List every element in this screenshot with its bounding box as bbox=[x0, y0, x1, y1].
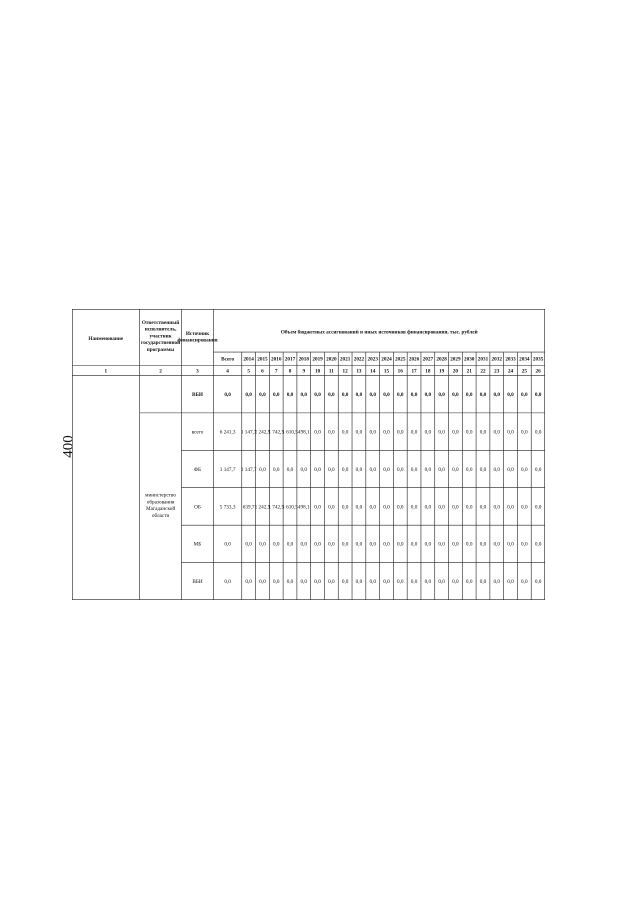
table-cell: 0,0 bbox=[465, 504, 473, 511]
table-cell: 0,0 bbox=[314, 579, 321, 586]
row-source: ВБИ bbox=[191, 392, 203, 399]
column-number: 16 bbox=[397, 368, 403, 375]
table-cell: 0,0 bbox=[521, 392, 528, 399]
table-cell: 0,0 bbox=[507, 541, 514, 548]
table-cell: 0,0 bbox=[452, 392, 459, 399]
executor-text-line: области bbox=[151, 512, 170, 519]
table-cell: 0,0 bbox=[424, 466, 432, 473]
table-cell: 0,0 bbox=[507, 392, 514, 399]
table-cell: 0,0 bbox=[397, 504, 404, 511]
name-header: Наименование bbox=[88, 335, 124, 342]
table-cell: 0,0 bbox=[465, 466, 473, 473]
table-cell: 1 242,5 bbox=[254, 429, 271, 436]
table-cell: 1 242,5 bbox=[254, 504, 271, 511]
table-cell: 0,0 bbox=[259, 392, 266, 399]
table-cell: 0,0 bbox=[410, 392, 418, 399]
table-cell: 0,0 bbox=[328, 466, 335, 473]
year-header-2021: 2021 bbox=[339, 356, 351, 363]
table-cell: 0,0 bbox=[465, 541, 473, 548]
table-cell: 0,0 bbox=[369, 504, 376, 511]
year-header-2034: 2034 bbox=[519, 356, 530, 363]
year-header-2019: 2019 bbox=[312, 356, 323, 363]
row-source: МБ bbox=[193, 541, 202, 548]
table-cell: 1 742,5 bbox=[268, 504, 285, 511]
executor-text-line: министерство bbox=[145, 492, 176, 499]
column-number: 2 bbox=[159, 368, 162, 375]
table-cell: 0,0 bbox=[521, 466, 528, 473]
table-cell: 1 147,7 bbox=[240, 429, 257, 436]
table-cell: 498,1 bbox=[297, 504, 310, 511]
volume-header: Объем бюджетных ассигнований и иных источников финансирования, тыс. рублей bbox=[280, 329, 478, 336]
table-cell: 0,0 bbox=[286, 466, 294, 473]
year-header-2025: 2025 bbox=[395, 356, 406, 363]
year-header-2026: 2026 bbox=[408, 356, 420, 363]
executor-text-line: образования bbox=[146, 499, 175, 506]
table-cell: 639,7 bbox=[242, 504, 255, 511]
column-number: 11 bbox=[328, 368, 334, 375]
year-header-2023: 2023 bbox=[367, 356, 378, 363]
table-cell: 0,0 bbox=[300, 541, 308, 548]
column-number: 10 bbox=[314, 368, 321, 375]
table-cell: 0,0 bbox=[410, 541, 418, 548]
table-cell: 0,0 bbox=[534, 466, 542, 473]
executor-header-line: программы bbox=[146, 346, 175, 353]
table-cell: 0,0 bbox=[507, 504, 514, 511]
year-header-2018: 2018 bbox=[298, 356, 310, 363]
year-header-2030: 2030 bbox=[463, 356, 475, 363]
executor-text-line: Магаданской bbox=[145, 506, 176, 513]
table-cell: 0,0 bbox=[465, 579, 473, 586]
table-cell: 0,0 bbox=[224, 579, 231, 586]
source-header-line: финансирования bbox=[177, 337, 218, 344]
column-number: 20 bbox=[452, 368, 459, 375]
table-cell: 0,0 bbox=[383, 466, 390, 473]
table-cell: 0,0 bbox=[383, 579, 390, 586]
table-cell: 0,0 bbox=[272, 392, 280, 399]
column-number: 5 bbox=[247, 368, 250, 375]
table-cell: 0,0 bbox=[314, 392, 321, 399]
table-cell: 0,0 bbox=[493, 392, 501, 399]
column-number: 9 bbox=[302, 368, 306, 375]
table-cell: 0,0 bbox=[355, 579, 363, 586]
table-cell: 0,0 bbox=[493, 504, 501, 511]
table-cell: 0,0 bbox=[424, 504, 432, 511]
executor-header-line: участник bbox=[149, 333, 172, 340]
table-cell: 0,0 bbox=[300, 392, 308, 399]
year-header-2016: 2016 bbox=[271, 356, 282, 363]
year-header-2017: 2017 bbox=[284, 356, 296, 363]
executor-header-line: государственной bbox=[140, 340, 181, 347]
table-cell: 0,0 bbox=[328, 504, 335, 511]
table-cell: 0,0 bbox=[286, 541, 294, 548]
table-cell: 0,0 bbox=[424, 541, 432, 548]
table-cell: 0,0 bbox=[224, 541, 231, 548]
column-number: 4 bbox=[226, 368, 229, 375]
table-cell: 0,0 bbox=[369, 466, 376, 473]
year-header-2033: 2033 bbox=[505, 356, 516, 363]
table-cell: 5 733,3 bbox=[219, 504, 236, 511]
table-cell: 1 147,7 bbox=[240, 466, 257, 473]
column-number: 19 bbox=[439, 368, 445, 375]
table-cell: 0,0 bbox=[410, 504, 418, 511]
table-cell: 1 610,5 bbox=[282, 504, 298, 511]
table-cell: 0,0 bbox=[493, 579, 501, 586]
column-number: 21 bbox=[466, 368, 472, 375]
table-cell: 0,0 bbox=[521, 579, 528, 586]
table-cell: 0,0 bbox=[369, 541, 376, 548]
column-number: 12 bbox=[342, 368, 348, 375]
year-header-2028: 2028 bbox=[436, 356, 447, 363]
year-header-2014: 2014 bbox=[243, 356, 254, 363]
table-cell: 0,0 bbox=[314, 504, 321, 511]
executor-header-line: Ответственный bbox=[141, 319, 180, 326]
table-cell: 0,0 bbox=[534, 579, 542, 586]
table-cell: 0,0 bbox=[397, 579, 404, 586]
table-cell: 0,0 bbox=[369, 579, 376, 586]
table-cell: 0,0 bbox=[369, 429, 376, 436]
table-cell: 0,0 bbox=[272, 541, 280, 548]
table-cell: 0,0 bbox=[259, 579, 266, 586]
column-number: 17 bbox=[411, 368, 417, 375]
table-cell: 0,0 bbox=[479, 392, 487, 399]
table-cell: 0,0 bbox=[383, 429, 390, 436]
table-cell: 1 147,7 bbox=[219, 466, 236, 473]
year-header-2020: 2020 bbox=[326, 356, 337, 363]
table-cell: 0,0 bbox=[397, 466, 404, 473]
table-cell: 0,0 bbox=[493, 466, 501, 473]
table-frame bbox=[72, 309, 544, 599]
table-cell: 0,0 bbox=[452, 429, 459, 436]
table-cell: 0,0 bbox=[383, 541, 390, 548]
table-cell: 0,0 bbox=[465, 392, 473, 399]
table-cell: 0,0 bbox=[397, 429, 404, 436]
table-cell: 498,1 bbox=[297, 429, 310, 436]
column-number: 22 bbox=[480, 368, 486, 375]
table-cell: 0,0 bbox=[397, 392, 404, 399]
table-cell: 0,0 bbox=[272, 466, 280, 473]
table-cell: 0,0 bbox=[438, 466, 445, 473]
table-cell: 0,0 bbox=[383, 504, 390, 511]
table-cell: 0,0 bbox=[328, 579, 335, 586]
table-cell: 0,0 bbox=[245, 392, 252, 399]
column-number: 8 bbox=[288, 368, 292, 375]
table-cell: 0,0 bbox=[438, 392, 445, 399]
table-cell: 0,0 bbox=[328, 429, 335, 436]
column-number: 3 bbox=[196, 368, 199, 375]
table-cell: 0,0 bbox=[300, 466, 308, 473]
financing-table-rotated bbox=[72, 70, 545, 839]
table-cell: 0,0 bbox=[534, 541, 542, 548]
table-cell: 0,0 bbox=[245, 541, 252, 548]
table-cell: 0,0 bbox=[410, 579, 418, 586]
table-cell: 0,0 bbox=[493, 541, 501, 548]
table-cell: 0,0 bbox=[479, 466, 487, 473]
table-cell: 0,0 bbox=[286, 579, 294, 586]
table-cell: 0,0 bbox=[383, 392, 390, 399]
table-cell: 0,0 bbox=[534, 504, 542, 511]
table-cell: 0,0 bbox=[507, 429, 514, 436]
column-number: 6 bbox=[261, 368, 264, 375]
table-cell: 0,0 bbox=[521, 504, 528, 511]
table-cell: 0,0 bbox=[438, 579, 445, 586]
year-header-2029: 2029 bbox=[450, 356, 461, 363]
table-cell: 0,0 bbox=[465, 429, 473, 436]
table-cell: 0,0 bbox=[493, 429, 501, 436]
year-header-2027: 2027 bbox=[422, 356, 434, 363]
table-cell: 0,0 bbox=[355, 392, 363, 399]
table-cell: 0,0 bbox=[452, 504, 459, 511]
table-cell: 0,0 bbox=[355, 466, 363, 473]
table-cell: 0,0 bbox=[479, 541, 487, 548]
page-number: 400 bbox=[60, 435, 77, 458]
column-number: 1 bbox=[104, 368, 108, 375]
column-number: 13 bbox=[356, 368, 362, 375]
year-header-2032: 2032 bbox=[491, 356, 502, 363]
table-cell: 0,0 bbox=[259, 541, 266, 548]
table-cell: 0,0 bbox=[341, 579, 349, 586]
table-cell: 0,0 bbox=[314, 541, 321, 548]
table-cell: 0,0 bbox=[507, 466, 514, 473]
year-header-2022: 2022 bbox=[353, 356, 365, 363]
table-cell: 0,0 bbox=[272, 579, 280, 586]
column-number: 23 bbox=[494, 368, 500, 375]
year-header-2015: 2015 bbox=[257, 356, 268, 363]
table-cell: 0,0 bbox=[369, 392, 376, 399]
table-cell: 0,0 bbox=[424, 579, 432, 586]
table-cell: 0,0 bbox=[452, 466, 459, 473]
table-cell: 0,0 bbox=[328, 541, 335, 548]
executor-header-line: исполнитель, bbox=[144, 326, 177, 333]
table-cell: 0,0 bbox=[534, 429, 542, 436]
table-cell: 1 742,5 bbox=[268, 429, 285, 436]
table-cell: 0,0 bbox=[521, 429, 528, 436]
table-cell: 0,0 bbox=[245, 579, 252, 586]
table-cell: 0,0 bbox=[479, 429, 487, 436]
table-cell: 0,0 bbox=[341, 429, 349, 436]
year-header-2035: 2035 bbox=[532, 356, 544, 363]
table-cell: 0,0 bbox=[507, 579, 514, 586]
row-source: ВБИ bbox=[192, 579, 203, 586]
table-cell: 0,0 bbox=[341, 504, 349, 511]
table-cell: 0,0 bbox=[452, 541, 459, 548]
table-cell: 0,0 bbox=[438, 429, 445, 436]
table-cell: 0,0 bbox=[341, 392, 349, 399]
row-source: ОБ bbox=[194, 504, 201, 511]
table-cell: 0,0 bbox=[286, 392, 294, 399]
column-number: 24 bbox=[507, 368, 514, 375]
table-cell: 0,0 bbox=[410, 429, 418, 436]
table-cell: 6 241,3 bbox=[219, 429, 236, 436]
table-cell: 0,0 bbox=[314, 466, 321, 473]
table-cell: 0,0 bbox=[452, 579, 459, 586]
row-source: всего bbox=[191, 429, 204, 436]
row-source: ФБ bbox=[193, 466, 202, 473]
column-number: 26 bbox=[535, 368, 541, 375]
table-cell: 0,0 bbox=[355, 541, 363, 548]
table-cell: 0,0 bbox=[424, 392, 432, 399]
table-cell: 0,0 bbox=[534, 392, 542, 399]
table-cell: 0,0 bbox=[355, 504, 363, 511]
column-number: 14 bbox=[370, 368, 376, 375]
year-header-2024: 2024 bbox=[381, 356, 392, 363]
source-header-line: Источник bbox=[185, 330, 210, 337]
table-cell: 0,0 bbox=[314, 429, 321, 436]
financing-table bbox=[72, 70, 545, 839]
table-cell: 0,0 bbox=[479, 504, 487, 511]
column-number: 7 bbox=[274, 368, 278, 375]
table-cell: 0,0 bbox=[224, 392, 231, 399]
table-cell: 1 610,5 bbox=[282, 429, 298, 436]
table-cell: 0,0 bbox=[355, 429, 363, 436]
table-cell: 0,0 bbox=[410, 466, 418, 473]
column-number: 25 bbox=[521, 368, 527, 375]
table-cell: 0,0 bbox=[424, 429, 432, 436]
table-cell: 0,0 bbox=[438, 504, 445, 511]
table-cell: 0,0 bbox=[341, 541, 349, 548]
table-cell: 0,0 bbox=[341, 466, 349, 473]
table-cell: 0,0 bbox=[259, 466, 266, 473]
table-cell: 0,0 bbox=[328, 392, 335, 399]
table-cell: 0,0 bbox=[521, 541, 528, 548]
total-header: Всего bbox=[221, 356, 235, 363]
year-header-2031: 2031 bbox=[477, 356, 489, 363]
table-cell: 0,0 bbox=[300, 579, 308, 586]
table-cell: 0,0 bbox=[479, 579, 487, 586]
table-cell: 0,0 bbox=[397, 541, 404, 548]
column-number: 15 bbox=[383, 368, 390, 375]
column-number: 18 bbox=[425, 368, 431, 375]
table-cell: 0,0 bbox=[438, 541, 445, 548]
